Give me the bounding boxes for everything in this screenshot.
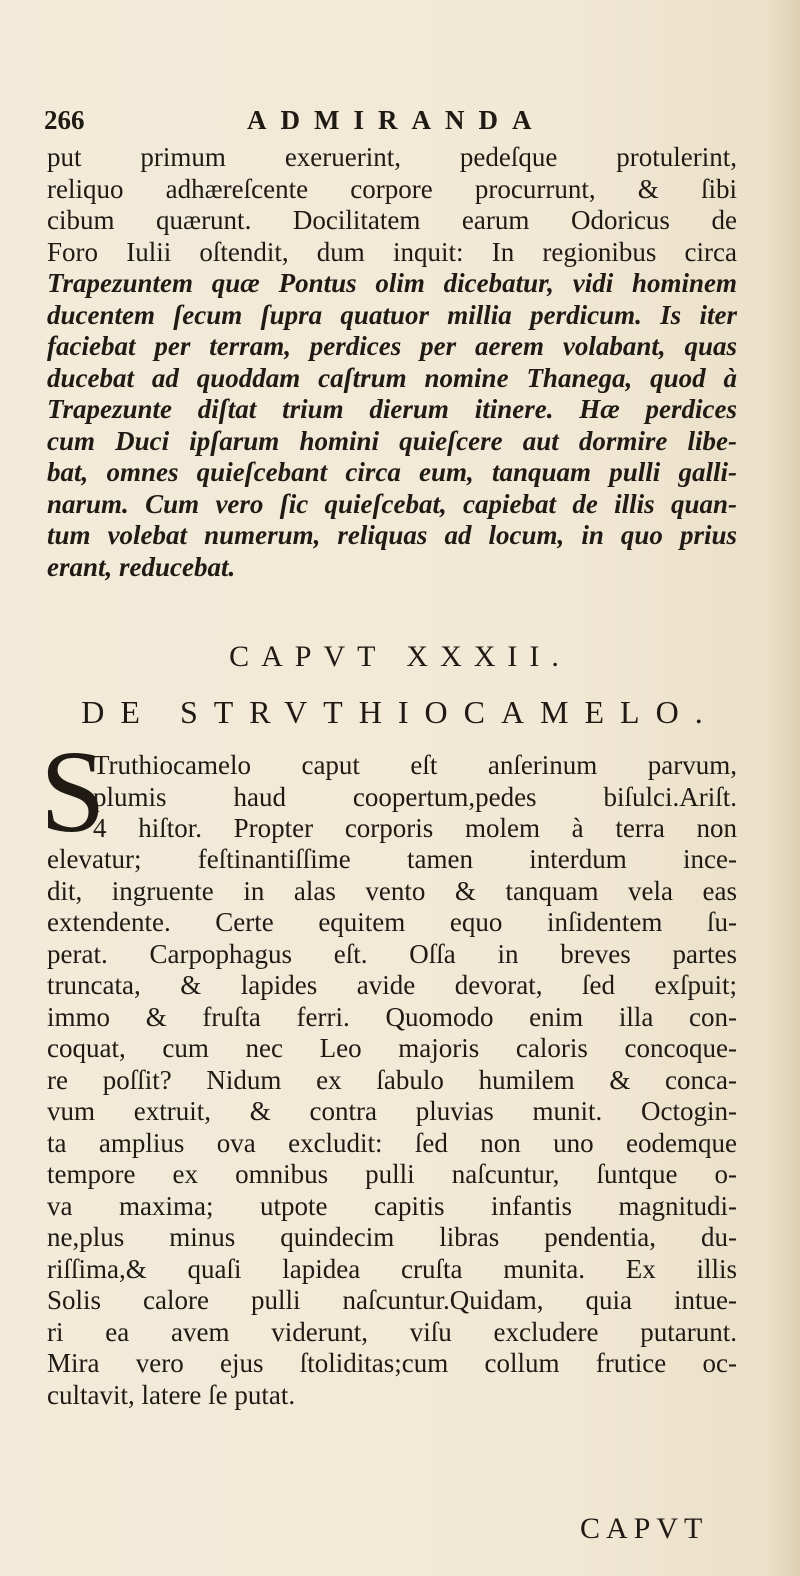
text-line: ta amplius ova excludit: ſed non uno eodemque [47,1127,737,1158]
paragraph-struthio [47,844,737,1411]
text-line: Solis calore pulli naſcuntur.Quidam, quia intue- [47,1285,737,1315]
text-line: re poſſit? Nidum ex ſabulo humilem & conca- [47,1064,737,1095]
text-line: cibum quærunt. Docilitatem earum Odoricus de [47,205,737,235]
text-line: ducentem ſecum ſupra quatuor millia perdicum. Is iter [47,299,737,330]
chapter-number: CAPVT XXXII. [229,640,571,673]
text-line: tempore ex omnibus pulli naſcuntur, ſuntque o- [47,1159,737,1189]
page-number: 266 [44,105,85,135]
text-line: Trapezuntem quæ Pontus olim dicebatur, vidi hominem [47,268,737,298]
text-line: narum. Cum vero ſic quieſcebat, capiebat de illis quan- [47,488,737,519]
text-line: Truthiocamelo caput eſt anſerinum parvum, [93,750,737,780]
chapter-title: DE STRVTHIOCAMELO. [81,694,719,730]
text-line: perat. Carpophagus eſt. Oſſa in breves partes [47,938,737,969]
text-line: Trapezunte diſtat trium dierum itinere. Hæ perdices [47,394,737,424]
text-line: cum Duci ipſarum homini quieſcere aut dormire libe- [47,425,737,456]
text-line: reliquo adhæreſcente corpore procurrunt, & ſibi [47,173,737,204]
text-line: ducebat ad quoddam caſtrum nomine Thanega, quod à [47,362,737,393]
text-line: tum volebat numerum, reliquas ad locum, in quo prius [47,520,737,550]
text-line: coquat, cum nec Leo majoris caloris concoque- [47,1033,737,1063]
text-line: Foro Iulii oſtendit, dum inquit: In regionibus circa [47,236,737,267]
text-line: ri ea avem viderunt, viſu excludere putarunt. [47,1316,737,1347]
text-line: 4 hiſtor. Propter corporis molem à terra non [93,813,737,843]
text-line: faciebat per terram, perdices per aerem volabant, quas [47,331,737,361]
catchword: CAPVT [580,1512,709,1545]
text-line: dit, ingruente in alas vento & tanquam vela eas [47,875,737,906]
text-line: cultavit, latere ſe putat. [47,1379,296,1410]
text-line: ne,plus minus quindecim libras pendentia, du- [47,1222,737,1252]
text-line: Mira vero ejus ſtoliditas;cum collum frutice oc- [47,1348,737,1378]
text-line: extendente. Certe equitem equo inſidentem ſu- [47,907,737,937]
paragraph-struthio-indented [47,750,737,845]
text-line: vum extruit, & contra pluvias munit. Octogin- [47,1096,737,1126]
text-line: truncata, & lapides avide devorat, ſed exſpuit; [47,970,737,1000]
text-line: va maxima; utpote capitis infantis magnitudi- [47,1190,737,1221]
page-header [44,102,744,138]
text-line: immo & fruſta ferri. Quomodo enim illa con- [47,1001,737,1032]
drop-cap: S [40,726,106,857]
text-line: put primum exeruerint, pedeſque protulerint, [47,142,737,172]
running-head: ADMIRANDA [247,105,546,135]
text-line: bat, omnes quieſcebant circa eum, tanquam pulli galli- [47,457,737,487]
text-line: erant, reducebat. [47,551,236,582]
paragraph-perdices [47,142,737,583]
text-line: riſſima,& quaſi lapidea cruſta munita. Ex illis [47,1253,737,1284]
text-line: plumis haud coopertum,pedes biſulci.Ariſt. [93,781,737,812]
text-line: elevatur; feſtinantiſſime tamen interdum ince- [47,844,737,874]
